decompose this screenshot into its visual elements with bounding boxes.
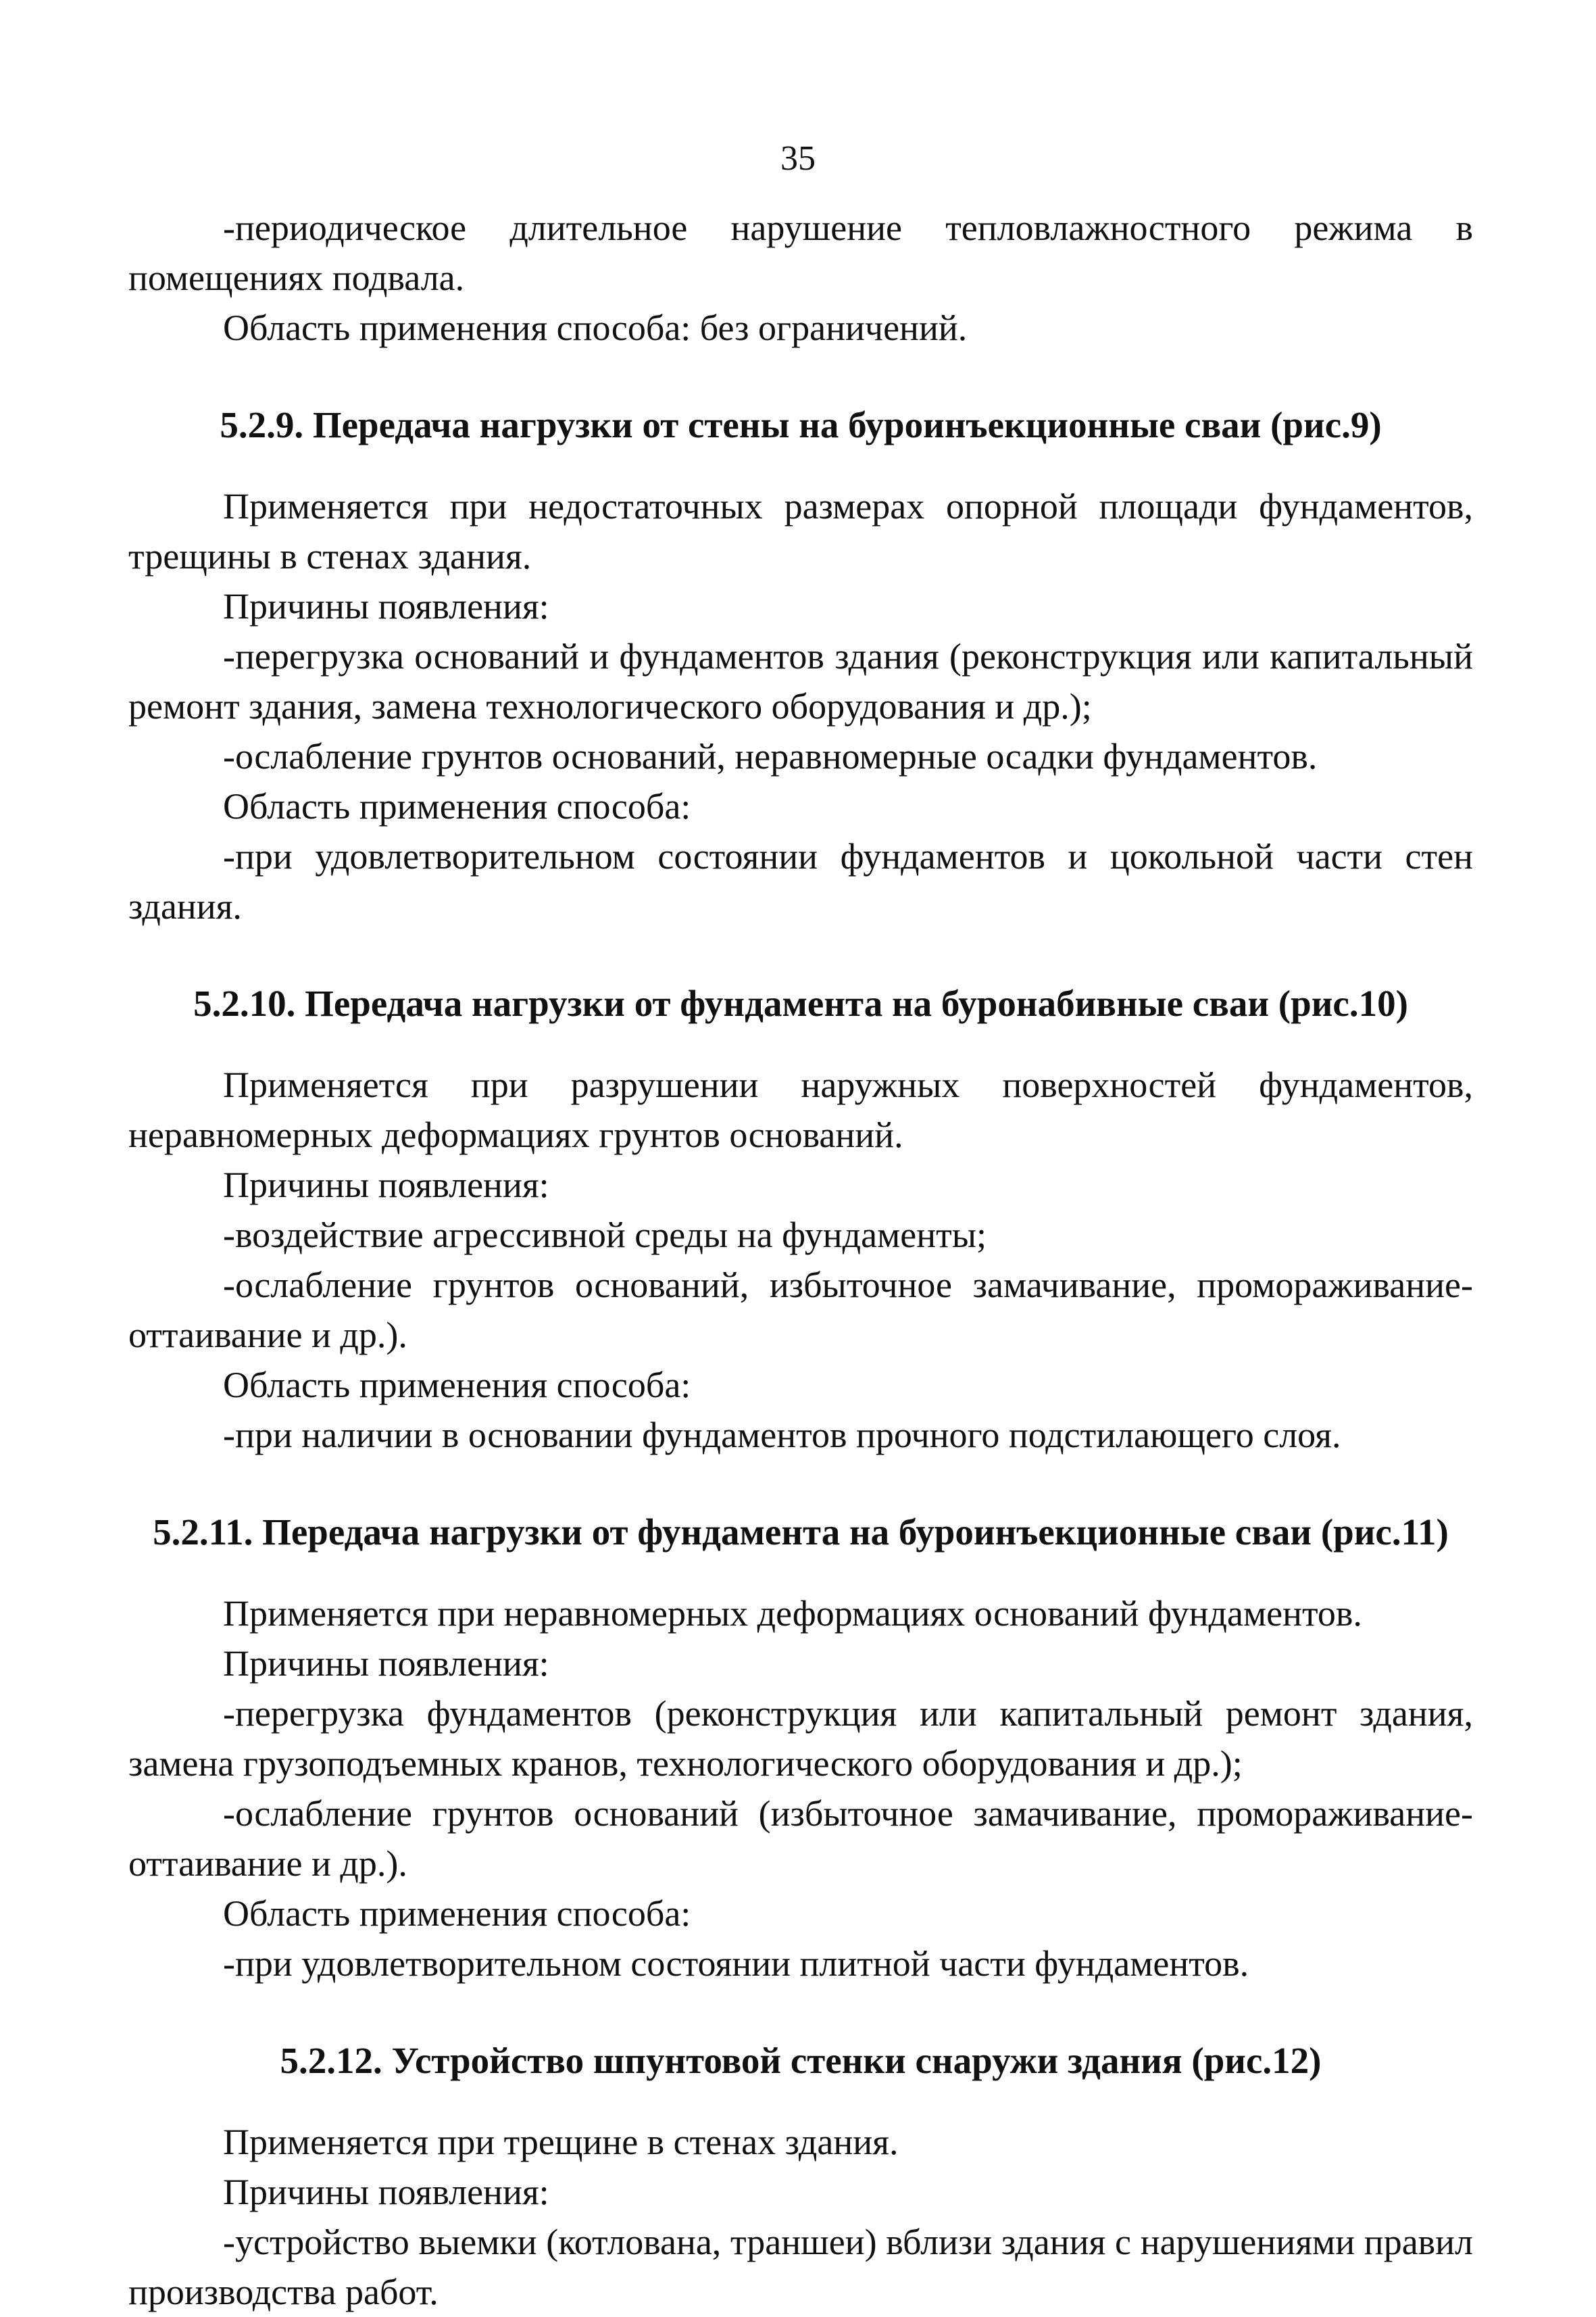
paragraph: Область применения способа:: [223, 786, 691, 827]
intro-continuation: -периодическое длительное нарушение тепловлажностного режима в помещениях подвала.: [128, 208, 1473, 298]
section-5-2-11: [128, 1507, 1473, 1989]
paragraph: Применяется при разрушении наружных поверхностей фундаментов, неравномерных деформациях грунтов оснований.: [128, 1065, 1473, 1155]
intro-area: Область применения способа: без ограничений.: [223, 308, 968, 348]
section-5-2-10: [128, 979, 1473, 1460]
section-title: 5.2.10. Передача нагрузки от фундамента на буронабивные сваи (рис.10): [193, 983, 1408, 1024]
section-5-2-12: [128, 2036, 1473, 2317]
section-title: 5.2.9. Передача нагрузки от стены на буроинъекционные сваи (рис.9): [220, 404, 1382, 445]
paragraph: -ослабление грунтов оснований (избыточное замачивание, промораживание-оттаивание и др.).: [128, 1793, 1473, 1884]
paragraph: -при наличии в основании фундаментов прочного подстилающего слоя.: [223, 1415, 1341, 1455]
section-5-2-9: [128, 400, 1473, 931]
paragraph: -ослабление грунтов оснований, неравномерные осадки фундаментов.: [223, 736, 1318, 777]
paragraph: Причины появления:: [223, 2172, 549, 2212]
paragraph: Причины появления:: [223, 586, 549, 627]
paragraph: -перегрузка фундаментов (реконструкция или капитальный ремонт здания, замена грузоподъемных кранов, технологического оборудования и др.);: [128, 1693, 1473, 1784]
paragraph: Область применения способа:: [223, 1365, 691, 1405]
paragraph: -воздействие агрессивной среды на фундаменты;: [223, 1215, 987, 1255]
paragraph: -при удовлетворительном состоянии плитной части фундаментов.: [223, 1943, 1249, 1984]
section-title: 5.2.12. Устройство шпунтовой стенки снаружи здания (рис.12): [280, 2040, 1322, 2081]
paragraph: -перегрузка оснований и фундаментов здания (реконструкция или капитальный ремонт здания, замена технологического оборудования и др.);: [128, 636, 1473, 727]
page-number: 35: [780, 139, 816, 178]
paragraph: Применяется при трещине в стенах здания.: [223, 2122, 899, 2162]
paragraph: -при удовлетворительном состоянии фундаментов и цокольной части стен здания.: [128, 836, 1473, 927]
paragraph: Область применения способа:: [223, 1893, 691, 1934]
paragraph: Причины появления:: [223, 1165, 549, 1205]
section-title: 5.2.11. Передача нагрузки от фундамента на буроинъекционные сваи (рис.11): [153, 1511, 1449, 1553]
paragraph: -ослабление грунтов оснований, избыточное замачивание, промораживание-оттаивание и др.).: [128, 1265, 1473, 1355]
paragraph: Причины появления:: [223, 1643, 549, 1684]
paragraph: Применяется при неравномерных деформациях оснований фундаментов.: [223, 1593, 1362, 1634]
paragraph: Применяется при недостаточных размерах опорной площади фундаментов, трещины в стенах здания.: [128, 486, 1473, 577]
paragraph: -устройство выемки (котлована, траншеи) вблизи здания с нарушениями правил производства работ.: [128, 2222, 1473, 2312]
page-body: [128, 203, 1473, 2317]
